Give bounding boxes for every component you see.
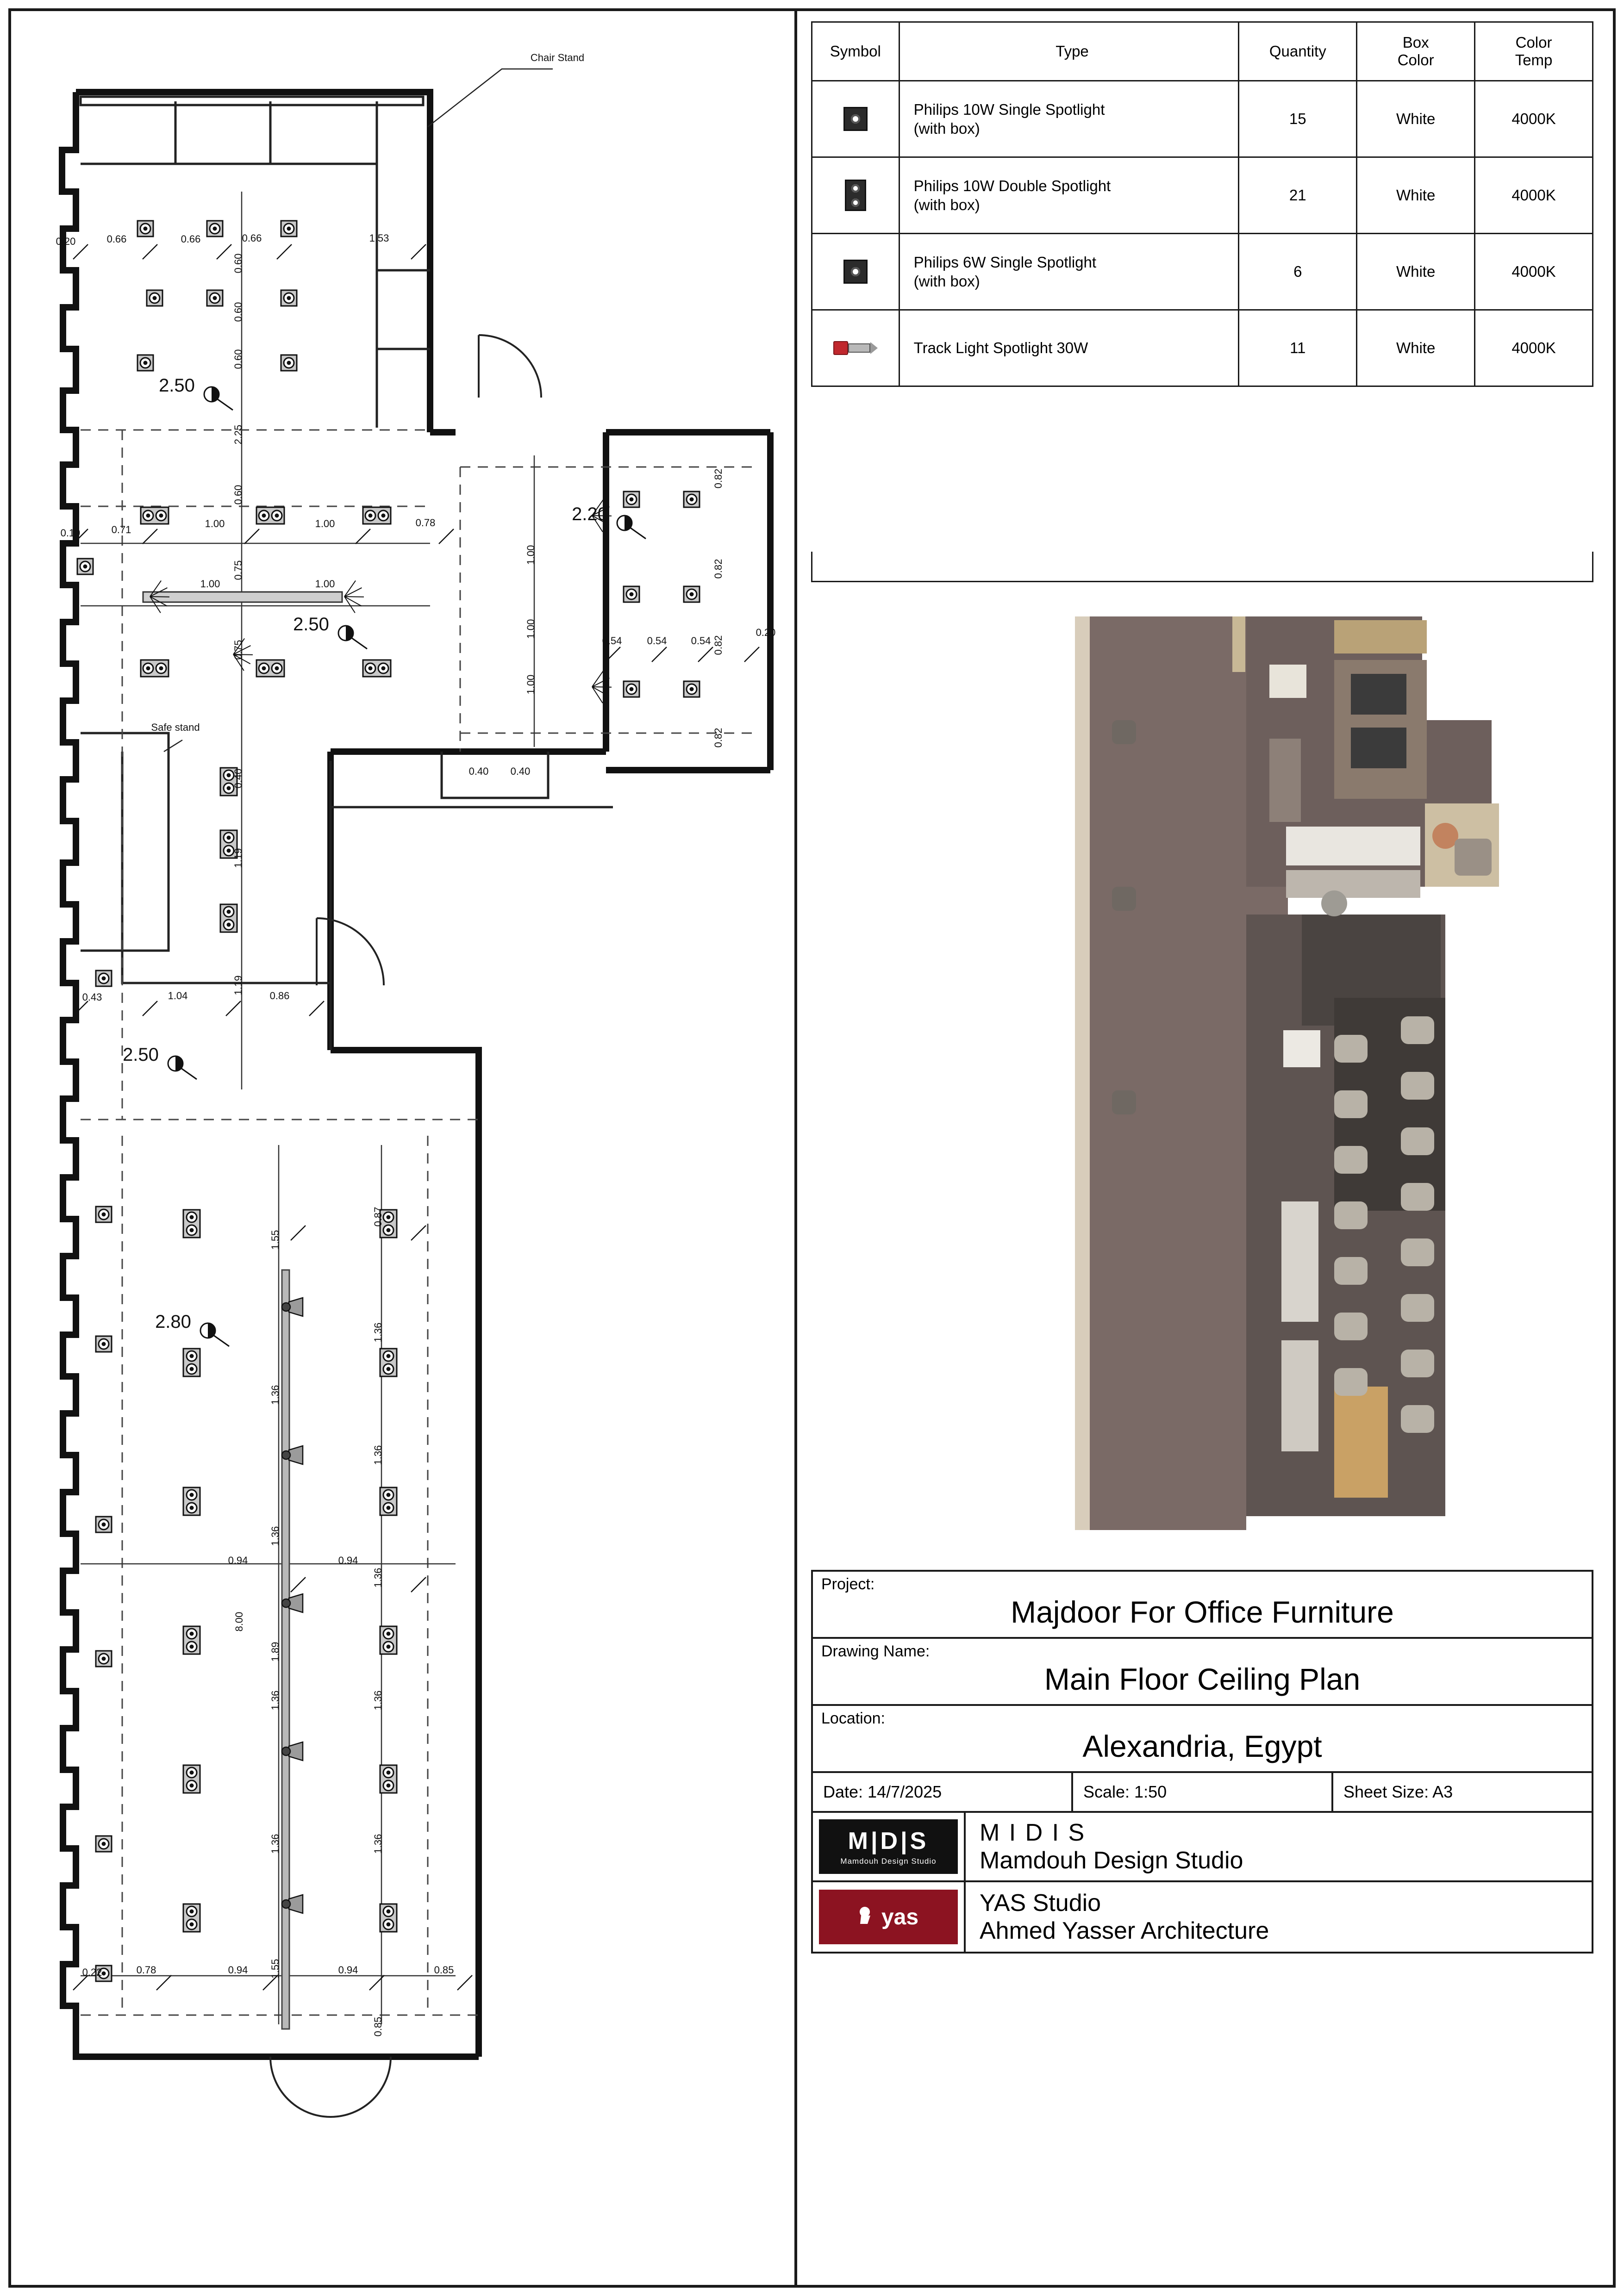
plan-text: 0.60 bbox=[232, 302, 244, 322]
yas-studio-text bbox=[966, 1882, 1269, 1952]
plan-text: 0.60 bbox=[232, 485, 244, 505]
legend-type-cell bbox=[899, 234, 1239, 310]
dimension-tick bbox=[291, 1226, 306, 1240]
legend-type-line1: Track Light Spotlight 30W bbox=[913, 339, 1088, 357]
meta-row bbox=[813, 1773, 1592, 1813]
plan-text: 0.87 bbox=[372, 1207, 384, 1227]
project-row bbox=[813, 1572, 1592, 1639]
plan-text: 0.40 bbox=[510, 765, 531, 777]
plan-text: 0.66 bbox=[106, 233, 127, 245]
double-spotlight-icon bbox=[256, 507, 284, 524]
plan-text: 0.22 bbox=[82, 1966, 102, 1978]
plan-text: 1.00 bbox=[525, 619, 537, 639]
single-spotlight-icon bbox=[137, 355, 153, 371]
single-spotlight-icon bbox=[207, 290, 223, 306]
double-spotlight-icon bbox=[183, 1349, 200, 1376]
drawing-name-value: Main Floor Ceiling Plan bbox=[1044, 1662, 1361, 1696]
legend-type-cell bbox=[899, 310, 1239, 386]
plan-text: 0.71 bbox=[111, 524, 131, 535]
plan-text: 0.82 bbox=[712, 468, 724, 489]
single-spotlight-icon bbox=[684, 681, 700, 697]
dimension-tick bbox=[744, 647, 759, 662]
single-spotlight-icon bbox=[96, 1336, 112, 1352]
plan-text: 8.00 bbox=[233, 1612, 245, 1632]
dimension-tick bbox=[156, 1975, 171, 1990]
legend-type-line1: Philips 10W Single Spotlight bbox=[913, 100, 1105, 118]
double-spotlight-icon bbox=[141, 660, 169, 677]
single-spotlight-icon bbox=[624, 492, 639, 507]
double-spotlight-icon bbox=[141, 507, 169, 524]
dimension-tick bbox=[698, 647, 713, 662]
plan-text: 2.20 bbox=[572, 504, 608, 524]
single-spotlight-icon bbox=[96, 1651, 112, 1667]
plan-text: 1.19 bbox=[232, 848, 244, 868]
location-label: Location: bbox=[821, 1710, 885, 1727]
studio-mdis-row bbox=[813, 1813, 1592, 1882]
single-spotlight-icon bbox=[684, 586, 700, 602]
plan-text: 1.55 bbox=[269, 1959, 281, 1979]
plan-text: 0.82 bbox=[712, 635, 724, 655]
plan-text: 1.00 bbox=[525, 674, 537, 695]
dimension-tick bbox=[244, 529, 259, 544]
project-value: Majdoor For Office Furniture bbox=[1011, 1595, 1394, 1629]
light-beam-marker bbox=[150, 581, 169, 613]
legend-type-line1: Philips 6W Single Spotlight bbox=[913, 253, 1097, 271]
legend-row bbox=[812, 157, 1593, 234]
dimension-tick bbox=[226, 1001, 241, 1016]
single-spotlight-icon bbox=[207, 221, 223, 236]
legend-type-line1: Philips 10W Double Spotlight bbox=[913, 177, 1111, 194]
single-spotlight-icon bbox=[96, 1207, 112, 1222]
yas-name: YAS Studio bbox=[980, 1890, 1101, 1916]
plan-text: 0.54 bbox=[647, 635, 667, 647]
ceiling-level-marker bbox=[617, 516, 646, 539]
double-spotlight-icon bbox=[220, 904, 237, 932]
plan-text: 0.82 bbox=[712, 559, 724, 579]
double-spotlight-icon bbox=[380, 1349, 397, 1376]
legend-header-color-temp-line1: Color bbox=[1515, 34, 1552, 51]
plan-text: 0.94 bbox=[228, 1964, 248, 1976]
plan-text: 0.43 bbox=[82, 991, 102, 1003]
dimension-tick bbox=[217, 244, 231, 259]
legend-type-line2: (with box) bbox=[913, 196, 980, 213]
dimension-tick bbox=[411, 244, 426, 259]
plan-text: 0.86 bbox=[269, 990, 290, 1002]
right-column bbox=[797, 11, 1613, 2285]
location-row bbox=[813, 1706, 1592, 1773]
yas-mark-glyph bbox=[858, 1905, 877, 1929]
plan-text: 0.66 bbox=[242, 232, 262, 244]
plan-text: 1.36 bbox=[269, 1834, 281, 1854]
plan-text: 1.19 bbox=[232, 975, 244, 996]
double-spotlight-icon bbox=[819, 180, 892, 211]
plan-text: 2.50 bbox=[293, 614, 329, 635]
single-spotlight-icon bbox=[819, 107, 892, 131]
three-d-render-image bbox=[1056, 609, 1297, 1530]
single-spotlight-icon bbox=[281, 221, 297, 236]
lighting-legend-table bbox=[811, 21, 1593, 387]
plan-text: 2.80 bbox=[155, 1312, 191, 1332]
single-spotlight-icon bbox=[624, 681, 639, 697]
plan-text: 1.00 bbox=[315, 578, 335, 590]
plan-text: 1.36 bbox=[269, 1526, 281, 1546]
plan-text: 2.25 bbox=[232, 424, 244, 445]
legend-quantity-cell: 15 bbox=[1239, 81, 1357, 157]
plan-text: Chair Stand bbox=[530, 52, 585, 63]
single-spotlight-icon bbox=[96, 1517, 112, 1532]
single-spotlight-icon bbox=[281, 355, 297, 371]
legend-color-temp-cell: 4000K bbox=[1475, 234, 1593, 310]
plan-text: 1.36 bbox=[372, 1568, 384, 1588]
legend-color-temp-cell: 4000K bbox=[1475, 310, 1593, 386]
single-spotlight-icon bbox=[624, 586, 639, 602]
plan-text: 0.94 bbox=[338, 1964, 358, 1976]
legend-type-cell bbox=[899, 157, 1239, 234]
legend-header-box-color-line1: Box bbox=[1402, 34, 1429, 51]
double-spotlight-icon bbox=[363, 660, 391, 677]
mdis-full-name: Mamdouh Design Studio bbox=[980, 1847, 1243, 1874]
single-spotlight-icon bbox=[684, 492, 700, 507]
dimension-tick bbox=[143, 1001, 157, 1016]
plan-text: 0.40 bbox=[232, 768, 244, 789]
drawing-name-row bbox=[813, 1639, 1592, 1706]
ceiling-level-marker bbox=[338, 626, 367, 649]
legend-header-row bbox=[812, 22, 1593, 81]
legend-header-type: Type bbox=[899, 22, 1239, 81]
single-spotlight-icon bbox=[96, 1836, 112, 1852]
plan-text: 1.00 bbox=[315, 518, 335, 529]
single-spotlight-icon bbox=[96, 971, 112, 986]
dimension-tick bbox=[457, 1975, 472, 1990]
mdis-mark-initials: M|D|S bbox=[848, 1828, 929, 1854]
plan-text: 1.00 bbox=[525, 545, 537, 565]
plan-text: 0.40 bbox=[468, 765, 489, 777]
plan-text: 0.20 bbox=[56, 236, 76, 247]
plan-text: 1.36 bbox=[372, 1690, 384, 1711]
double-spotlight-icon bbox=[256, 660, 284, 677]
plan-text: 0.78 bbox=[136, 1964, 156, 1976]
plan-text: 0.82 bbox=[712, 728, 724, 748]
plan-text: Safe stand bbox=[151, 722, 200, 733]
legend-row bbox=[812, 310, 1593, 386]
studio-yas-row bbox=[813, 1882, 1592, 1952]
single-spotlight-icon bbox=[137, 221, 153, 236]
plan-text: 0.60 bbox=[232, 253, 244, 274]
single-spotlight-icon bbox=[77, 559, 93, 574]
mdis-mark-subtitle: Mamdouh Design Studio bbox=[840, 1857, 937, 1866]
plan-text: 0.85 bbox=[434, 1964, 454, 1976]
date-cell: Date: 14/7/2025 bbox=[813, 1773, 1073, 1811]
plan-text: 1.00 bbox=[205, 518, 225, 529]
location-value: Alexandria, Egypt bbox=[1082, 1729, 1322, 1763]
legend-type-line2: (with box) bbox=[913, 273, 980, 290]
legend-symbol-cell bbox=[812, 234, 899, 310]
track-light-icon bbox=[819, 341, 892, 355]
plan-text: 0.19 bbox=[60, 527, 81, 539]
dimension-tick bbox=[411, 1226, 426, 1240]
mdis-studio-text bbox=[966, 1813, 1243, 1880]
double-spotlight-icon bbox=[380, 1487, 397, 1515]
plan-text: 0.54 bbox=[602, 635, 622, 647]
ceiling-level-marker bbox=[204, 387, 233, 410]
legend-header-color-temp bbox=[1475, 22, 1593, 81]
ceiling-plan-drawing bbox=[11, 11, 794, 2285]
yas-logo bbox=[813, 1882, 966, 1952]
double-spotlight-icon bbox=[183, 1765, 200, 1793]
dimension-tick bbox=[143, 529, 157, 544]
legend-header-symbol: Symbol bbox=[812, 22, 899, 81]
plan-text: 1.36 bbox=[269, 1690, 281, 1711]
legend-row bbox=[812, 234, 1593, 310]
dimension-tick bbox=[439, 529, 454, 544]
title-block bbox=[811, 1570, 1593, 1954]
legend-quantity-cell: 21 bbox=[1239, 157, 1357, 234]
single-spotlight-icon bbox=[147, 290, 162, 306]
legend-box-color-cell: White bbox=[1357, 81, 1475, 157]
plan-text: 1.89 bbox=[269, 1642, 281, 1662]
plan-text: 1.04 bbox=[168, 990, 188, 1002]
dimension-tick bbox=[411, 1577, 426, 1592]
legend-symbol-cell bbox=[812, 81, 899, 157]
double-spotlight-icon bbox=[183, 1487, 200, 1515]
plan-text: 0.66 bbox=[181, 233, 201, 245]
plan-text: 0.94 bbox=[228, 1555, 248, 1566]
legend-header-color-temp-line2: Temp bbox=[1515, 51, 1553, 68]
mdis-logo bbox=[813, 1813, 966, 1880]
plan-text: 1.36 bbox=[372, 1322, 384, 1343]
dimension-tick bbox=[143, 244, 157, 259]
mdis-name: M I D I S bbox=[980, 1819, 1086, 1846]
dimension-tick bbox=[356, 529, 370, 544]
double-spotlight-icon bbox=[380, 1765, 397, 1793]
yas-full-name: Ahmed Yasser Architecture bbox=[980, 1917, 1269, 1944]
plan-text: 0.54 bbox=[691, 635, 711, 647]
legend-color-temp-cell: 4000K bbox=[1475, 157, 1593, 234]
dimension-tick bbox=[291, 1577, 306, 1592]
dimension-tick bbox=[277, 244, 292, 259]
plan-text: 1.53 bbox=[369, 232, 389, 244]
ceiling-level-marker bbox=[200, 1323, 229, 1346]
dimension-tick bbox=[309, 1001, 324, 1016]
scale-cell: Scale: 1:50 bbox=[1073, 1773, 1333, 1811]
dimension-tick bbox=[652, 647, 667, 662]
single-spotlight-icon bbox=[819, 260, 892, 284]
legend-quantity-cell: 11 bbox=[1239, 310, 1357, 386]
double-spotlight-icon bbox=[183, 1904, 200, 1932]
plan-text: 0.20 bbox=[756, 627, 776, 638]
double-spotlight-icon bbox=[380, 1904, 397, 1932]
legend-header-box-color-line2: Color bbox=[1397, 51, 1434, 68]
sheet-size-cell: Sheet Size: A3 bbox=[1343, 1782, 1453, 1801]
double-spotlight-icon bbox=[183, 1626, 200, 1654]
plan-text: 1.36 bbox=[269, 1385, 281, 1405]
light-beam-marker bbox=[344, 581, 364, 613]
project-label: Project: bbox=[821, 1575, 875, 1593]
legend-quantity-cell: 6 bbox=[1239, 234, 1357, 310]
yas-mark-text: yas bbox=[881, 1904, 919, 1929]
plan-text: 0.78 bbox=[415, 517, 436, 529]
legend-symbol-cell bbox=[812, 310, 899, 386]
ceiling-level-marker bbox=[168, 1056, 197, 1079]
legend-row bbox=[812, 81, 1593, 157]
plan-text: 2.50 bbox=[123, 1045, 159, 1065]
double-spotlight-icon bbox=[380, 1626, 397, 1654]
plan-text: 2.50 bbox=[159, 375, 195, 396]
legend-box-color-cell: White bbox=[1357, 157, 1475, 234]
plan-text: 1.55 bbox=[269, 1230, 281, 1250]
plan-text: 0.60 bbox=[232, 349, 244, 369]
legend-box-color-cell: White bbox=[1357, 310, 1475, 386]
legend-footer-strip bbox=[811, 552, 1593, 582]
double-spotlight-icon bbox=[183, 1210, 200, 1238]
single-spotlight-icon bbox=[281, 290, 297, 306]
legend-symbol-cell bbox=[812, 157, 899, 234]
plan-text: 0.75 bbox=[232, 640, 244, 660]
drawing-name-label: Drawing Name: bbox=[821, 1643, 930, 1660]
plan-text: 1.00 bbox=[200, 578, 220, 590]
double-spotlight-icon bbox=[363, 507, 391, 524]
plan-text: 1.36 bbox=[372, 1445, 384, 1465]
legend-box-color-cell: White bbox=[1357, 234, 1475, 310]
legend-type-line2: (with box) bbox=[913, 120, 980, 137]
legend-header-box-color bbox=[1357, 22, 1475, 81]
legend-header-quantity: Quantity bbox=[1239, 22, 1357, 81]
plan-text: 0.75 bbox=[232, 560, 244, 580]
legend-type-cell bbox=[899, 81, 1239, 157]
plan-text: 0.85 bbox=[372, 2016, 384, 2037]
plan-text: 0.94 bbox=[338, 1555, 358, 1566]
plan-text: 1.36 bbox=[372, 1834, 384, 1854]
legend-color-temp-cell: 4000K bbox=[1475, 81, 1593, 157]
